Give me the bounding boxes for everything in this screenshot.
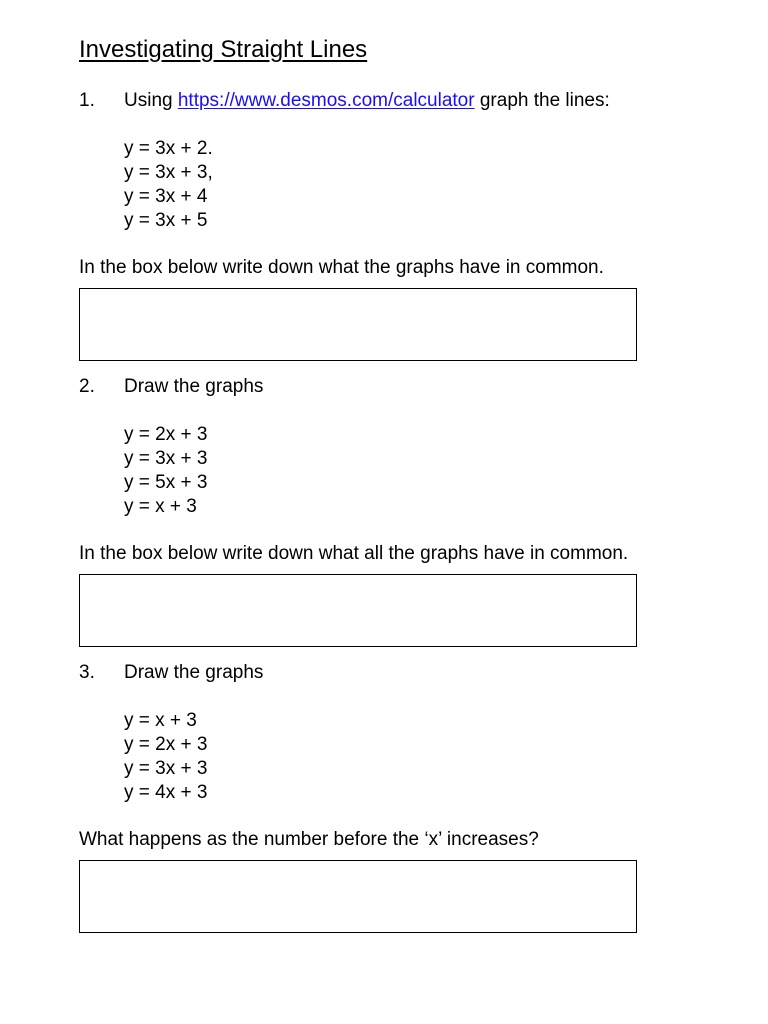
question-1-number: 1.	[79, 90, 95, 111]
equation: y = 2x + 3	[124, 734, 208, 755]
equation: y = 4x + 3	[124, 782, 208, 803]
equation: y = 3x + 3	[124, 758, 208, 779]
question-3-equations	[124, 709, 207, 805]
question-2-intro: Draw the graphs	[124, 376, 264, 397]
equation: y = 3x + 3	[124, 448, 208, 469]
equation: y = x + 3	[124, 710, 197, 731]
equation: y = 3x + 4	[124, 186, 208, 207]
equation: y = x + 3	[124, 496, 197, 517]
question-1-intro	[124, 89, 610, 113]
question-2-number: 2.	[79, 376, 95, 397]
question-2-equations	[124, 423, 207, 519]
question-1-intro-after: graph the lines:	[474, 90, 610, 111]
question-1-equations	[124, 137, 213, 233]
question-3-intro: Draw the graphs	[124, 662, 264, 683]
desmos-link[interactable]: https://www.desmos.com/calculator	[177, 90, 475, 111]
question-1-prompt: In the box below write down what the graphs have in common.	[79, 257, 604, 278]
page-title: Investigating Straight Lines	[79, 36, 368, 63]
equation: y = 3x + 2.	[124, 138, 213, 159]
equation: y = 2x + 3	[124, 424, 208, 445]
equation: y = 3x + 3,	[124, 162, 213, 183]
answer-box-2[interactable]	[79, 574, 637, 647]
equation: y = 3x + 5	[124, 210, 208, 231]
equation: y = 5x + 3	[124, 472, 208, 493]
question-1-intro-before: Using	[124, 90, 178, 111]
question-2-prompt: In the box below write down what all the graphs have in common.	[79, 543, 629, 564]
question-3-prompt: What happens as the number before the ‘x’ increases?	[79, 829, 539, 850]
answer-box-1[interactable]	[79, 288, 637, 361]
answer-box-3[interactable]	[79, 860, 637, 933]
question-3-number: 3.	[79, 662, 95, 683]
